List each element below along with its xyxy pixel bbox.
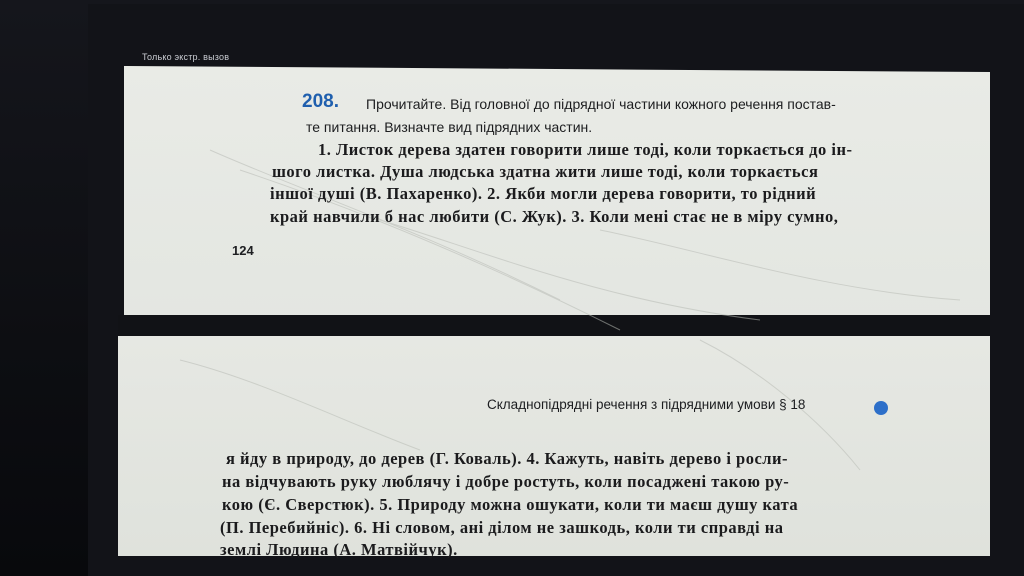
- exercise-task-line1: Прочитайте. Від головної до підрядної частини кожного речення постав-: [366, 96, 836, 112]
- exercise-number: 208.: [302, 91, 339, 112]
- text-line: (П. Перебийніс). 6. Ні словом, ані ділом не зашкодь, коли ти справді на: [220, 518, 784, 537]
- page-number: 124: [232, 243, 254, 258]
- text-line: 1. Листок дерева здатен говорити лише тоді, коли торкається до ін-: [318, 140, 853, 159]
- text-line: шого листка. Душа людська здатна жити лише тоді, коли торкається: [272, 162, 819, 181]
- text-line: кою (Є. Сверстюк). 5. Природу можна ошукати, коли ти маєш душу ката: [222, 495, 799, 514]
- status-emergency-text: Только экстр. вызов: [142, 52, 230, 62]
- section-header: Складнопідрядні речення з підрядними умови § 18: [487, 397, 806, 412]
- text-line: я йду в природу, до дерев (Г. Коваль). 4. Кажуть, навіть дерево і росли-: [226, 449, 789, 468]
- text-line: землі Людина (А. Матвійчук).: [220, 540, 458, 559]
- text-line: на відчувають руку люблячу і добре ростуть, коли посаджені такою ру-: [222, 472, 790, 491]
- section-marker-icon: [874, 401, 888, 415]
- exercise-task-line2: те питання. Визначте вид підрядних частин.: [306, 119, 593, 135]
- text-line: край навчили б нас любити (С. Жук). 3. Коли мені стає не в міру сумно,: [270, 207, 839, 226]
- text-line: іншої душі (В. Пахаренко). 2. Якби могли дерева говорити, то рідний: [270, 184, 817, 203]
